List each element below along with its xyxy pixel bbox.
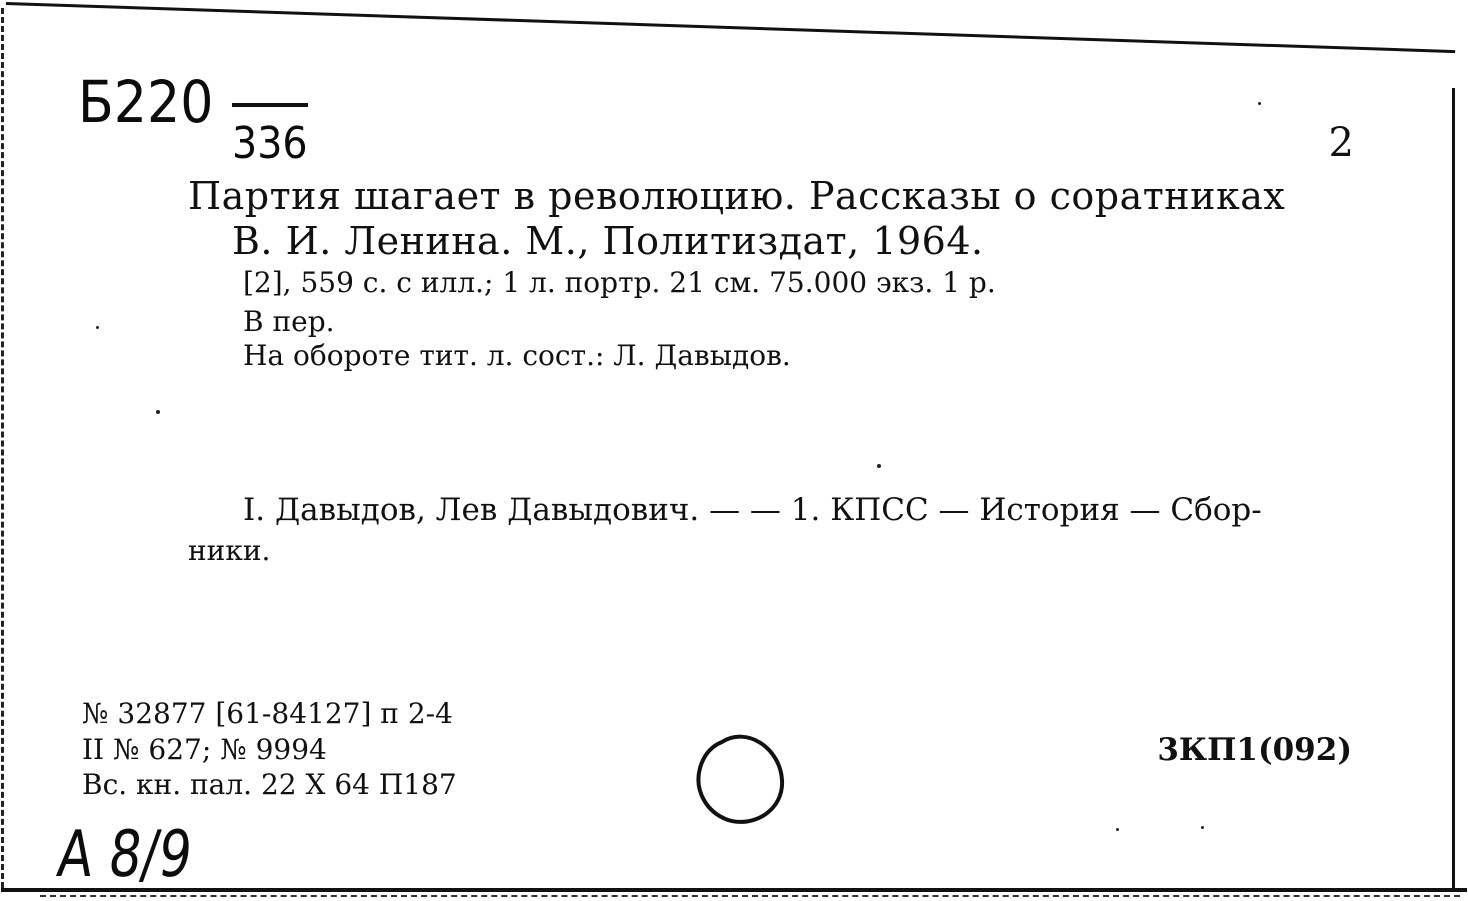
imprint-line: № 32877 [61-84127] п 2-4 — [82, 697, 453, 730]
card-border-bottom-dashed — [40, 895, 1460, 897]
imprint-line: II № 627; № 9994 — [82, 733, 327, 766]
classification-code: 3КП1(092) — [1157, 732, 1352, 768]
call-number-fraction-line — [232, 103, 308, 107]
handwritten-call-number-top: Б220 — [78, 68, 214, 136]
handwritten-call-number-bottom: 336 — [232, 118, 308, 169]
card-border-bottom — [1, 888, 1467, 892]
description-physical-line: [2], 559 с. с илл.; 1 л. портр. 21 см. 75.000 экз. 1 р. — [243, 266, 996, 299]
card-border-left — [1, 8, 4, 888]
description-binding-line: В пер. — [243, 305, 335, 338]
scan-speck — [1116, 828, 1119, 831]
punch-hole-icon — [692, 728, 786, 828]
card-border-top — [6, 2, 1455, 53]
card-border-right — [1452, 88, 1455, 888]
tracing-continuation: ники. — [188, 534, 271, 567]
imprint-line: Вс. кн. пал. 22 X 64 П187 — [82, 768, 457, 801]
description-title-line: Партия шагает в революцию. Рассказы о соратниках — [188, 174, 1286, 218]
tracing-line: I. Давыдов, Лев Давыдович. — — 1. КПСС — История — Сбор- — [243, 492, 1262, 528]
scan-speck — [156, 410, 160, 414]
card-number: 2 — [1328, 120, 1354, 166]
scan-speck — [1201, 826, 1204, 829]
scan-speck — [877, 464, 881, 468]
scan-speck — [96, 326, 99, 329]
handwritten-shelf-mark: A 8/9 — [53, 818, 196, 892]
scan-speck — [1258, 102, 1261, 105]
description-note-line: На обороте тит. л. сост.: Л. Давыдов. — [243, 339, 791, 372]
description-publication-line: В. И. Ленина. М., Политиздат, 1964. — [232, 219, 984, 263]
